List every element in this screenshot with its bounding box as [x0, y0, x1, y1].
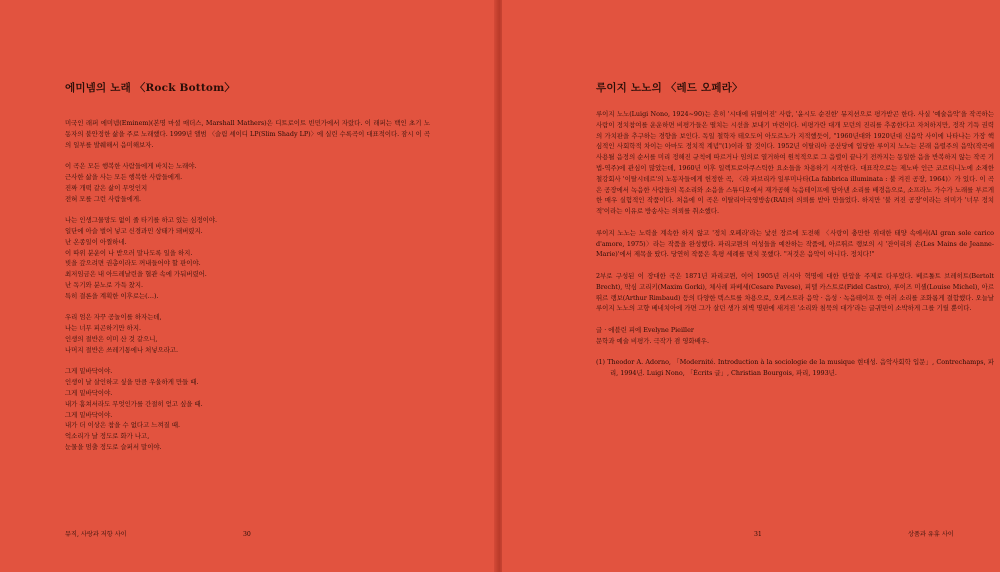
left-page-title: 에미넴의 노래 〈Rock Bottom〉: [65, 82, 236, 94]
left-verse-4: 그게 밑바닥이야. 인생이 날 살인하고 싶을 만큼 우울하게 만들 때. 그게 밑바닥이야. 내가 훔쳐서라도 무엇인가를 간절히 얻고 싶을 때. 그게 밑바닥이야. 내가 더 이상은 참을 수 없다고 느껴질 때. 억소리가 날 정도로 화가 나고, 눈물을 멈출 정도로 슬퍼서 말이야.: [65, 367, 203, 451]
right-paragraph-3: 2부로 구성된 이 장대한 곡은 1871년 파리코뮌, 이어 1905년 러시아 혁명에 대한 탄압을 주제로 다루었다. 베르톨트 브레히트(Bertolt Brecht), 막심 고리키(Maxim Gorki), 체사레 파베세(Cesare Pavese), 피델 카스트로(Fidel Castro), 루이즈 미셸(Louise Michel), 아르뛰르 랭보(Arthur Rimbaud) 등의 다양한 텍스트를 차용으로, 오케스트라 음악 · 음성 · 녹음테이프 등 여러 소리를 조화롭게 결합했다. 오늘날 루이지 노노의 고향 베네치아에 가면 그가 살던 생가 외벽 명판에 새겨진 '소리와 침묵의 대가'라는 글귀만이 소박하게 그를 기릴 뿐이다.: [596, 271, 994, 313]
right-page-title: 루이지 노노의 〈레드 오페라〉: [596, 82, 743, 94]
footnote: (1) Theodor A. Adorno, 「Modernité. Introduction à la sociologie de la musique 현대성. 음악사회학 입문」, Contrechamps, 파리, 1994년. Luigi Nono, 「Écrits 글」, Christian Bourgois, 파리, 1993년.: [596, 358, 994, 378]
right-running-head: 상품과 유휴 사이: [908, 531, 954, 538]
right-paragraph-1: 루이지 노노(Luigi Nono, 1924~90)는 흔히 '시대에 뒤떨어진' 사람, '윤시도 순진한' 뮤지션으로 평가받곤 한다. 사실 '예술음악'을 작곡하는 사람이 정치참여를 운운하면 비평가들은 떨치는 시선을 보내기 마련이다. 비평가란 대개 모던의 진리를 추종한다고 자처하지만, 정작 기득 권력의 가치판을 추구하는 경향을 보인다. 독일 철학자 테오도어 아도르노가 지적했듯이, "1960년대와 1920년대 신음악 사이에 나타나는 가장 핵심적인 사회학적 차이는 아마도 정치적 계념"(1)이라 할 것이다. 1952년 이탈리아 공산당에 입당한 루이지 노노는 본래 음렬주의 음악(작곡에 사용될 음정의 순서를 미리 정해진 규칙에 따르거나 임의로 열거하여 원칙적으로 그 음렬이 끝나기 전까지는 동일한 음을 반복하지 않는 작곡 기법-역주)에 관심이 많았는데, 1960년 이후 일렉트로아쿠스틱한 요소들을 차용하기 시작한다. 대표작으로는 제노바 인근 코르티니노에 소재한 철강회사 '이탈시데르'의 노동자들에게 헌정한 곡, 〈라 파브리카 일루미나타(La fabbrica illuminata : 불 켜진 공장, 1964)〉가 있다. 이 곡은 공장에서 녹음한 사람들의 목소리와 소음을 스튜디오에서 재가공해 녹음테이프에 담아낸 소리를 배경음으로, 소프라노 가수가 노래를 부르게 한 매우 실험적인 작품이다. 처음에 이 곡은 이탈리아국영방송(RAI)의 의뢰를 받아 만들었다. 하지만 '불 켜진 공장'이라는 의미가 '너무 정치적'이라는 이유로 방송사는 의뢰를 취소했다.: [596, 110, 994, 216]
right-page: [502, 0, 1000, 572]
right-page-body: [596, 109, 994, 390]
right-paragraph-2: 루이지 노노는 노력을 계속한 하지 않고 '정치 오페라'라는 낯선 장르에 도전해 〈사랑이 충만한 위대한 태양 속에서(Al gran sole carico d'amore, 1975)〉라는 작품을 완성했다. 파리코뮌의 여성들을 예찬하는 작품에, 아르뛰르 랭보의 시 '잔이리의 손(Les Mains de Jeanne-Marie)'에서 제목을 땄다. 당연히 작품은 혹평 세례를 면치 못했다. "저것은 음악이 아니다. 정치다!": [596, 228, 994, 259]
left-page-body: [65, 118, 430, 464]
left-verse-3: 우리 엄은 자꾸 공놀이를 하자는데, 나는 너무 피곤하기만 하지. 인생의 절반은 이미 산 것 같으니, 나머지 절반은 쓰레기통에나 처넣으라고.: [65, 313, 179, 354]
left-page: [0, 0, 498, 572]
right-page-number: 31: [754, 531, 762, 538]
left-page-number: 30: [243, 531, 251, 538]
left-running-head: 뮤직, 사랑과 저항 사이: [65, 531, 127, 538]
left-verse-1: 이 곡은 모든 행복한 사람들에게 바치는 노래야. 근사한 삶을 사는 모든 행복한 사람들에게. 진짜 개떡 같은 삶이 무엇인지 전혀 모를 그런 사람들에게.: [65, 162, 197, 203]
left-verse-2: 나는 인생그물망도 없이 줄 타기를 하고 있는 심정이야. 일단에 아슬 벌어 넣고 신경과민 상태가 돼버렸지. 난 온종일이 아찔하네. 이 따위 분운이 나 받으러 말나도록 일을 하지. 빚을 갚으려면 권총이라도 꺼내들어야 할 판이야. 최저임금은 내 아드레날린을 혈관 속에 가둬버렸어. 난 독기와 분노로 가득 찼지. 특히 결론을 계획한 이후로는(…).: [65, 216, 218, 300]
left-paragraph-1: 미국인 래퍼 에미넴(Eminem)(본명 마셜 매더스, Marshall Mathers)은 디트로이트 빈민가에서 자랐다. 이 래퍼는 백인 초기 노동자의 불안정한 삶을 주로 노래했다. 1999년 앨범 〈슬림 셰이디 LP(Slim Shady LP)〉에 실린 수록곡이 대표적이다. 잠시 이 곡의 일부를 발췌해서 음미해보자.: [65, 119, 431, 149]
author-credit: 글 · 에블린 피에 Evelyne Pieiller 문학과 예술 비평가. 극작가 겸 영화배우.: [596, 325, 709, 345]
